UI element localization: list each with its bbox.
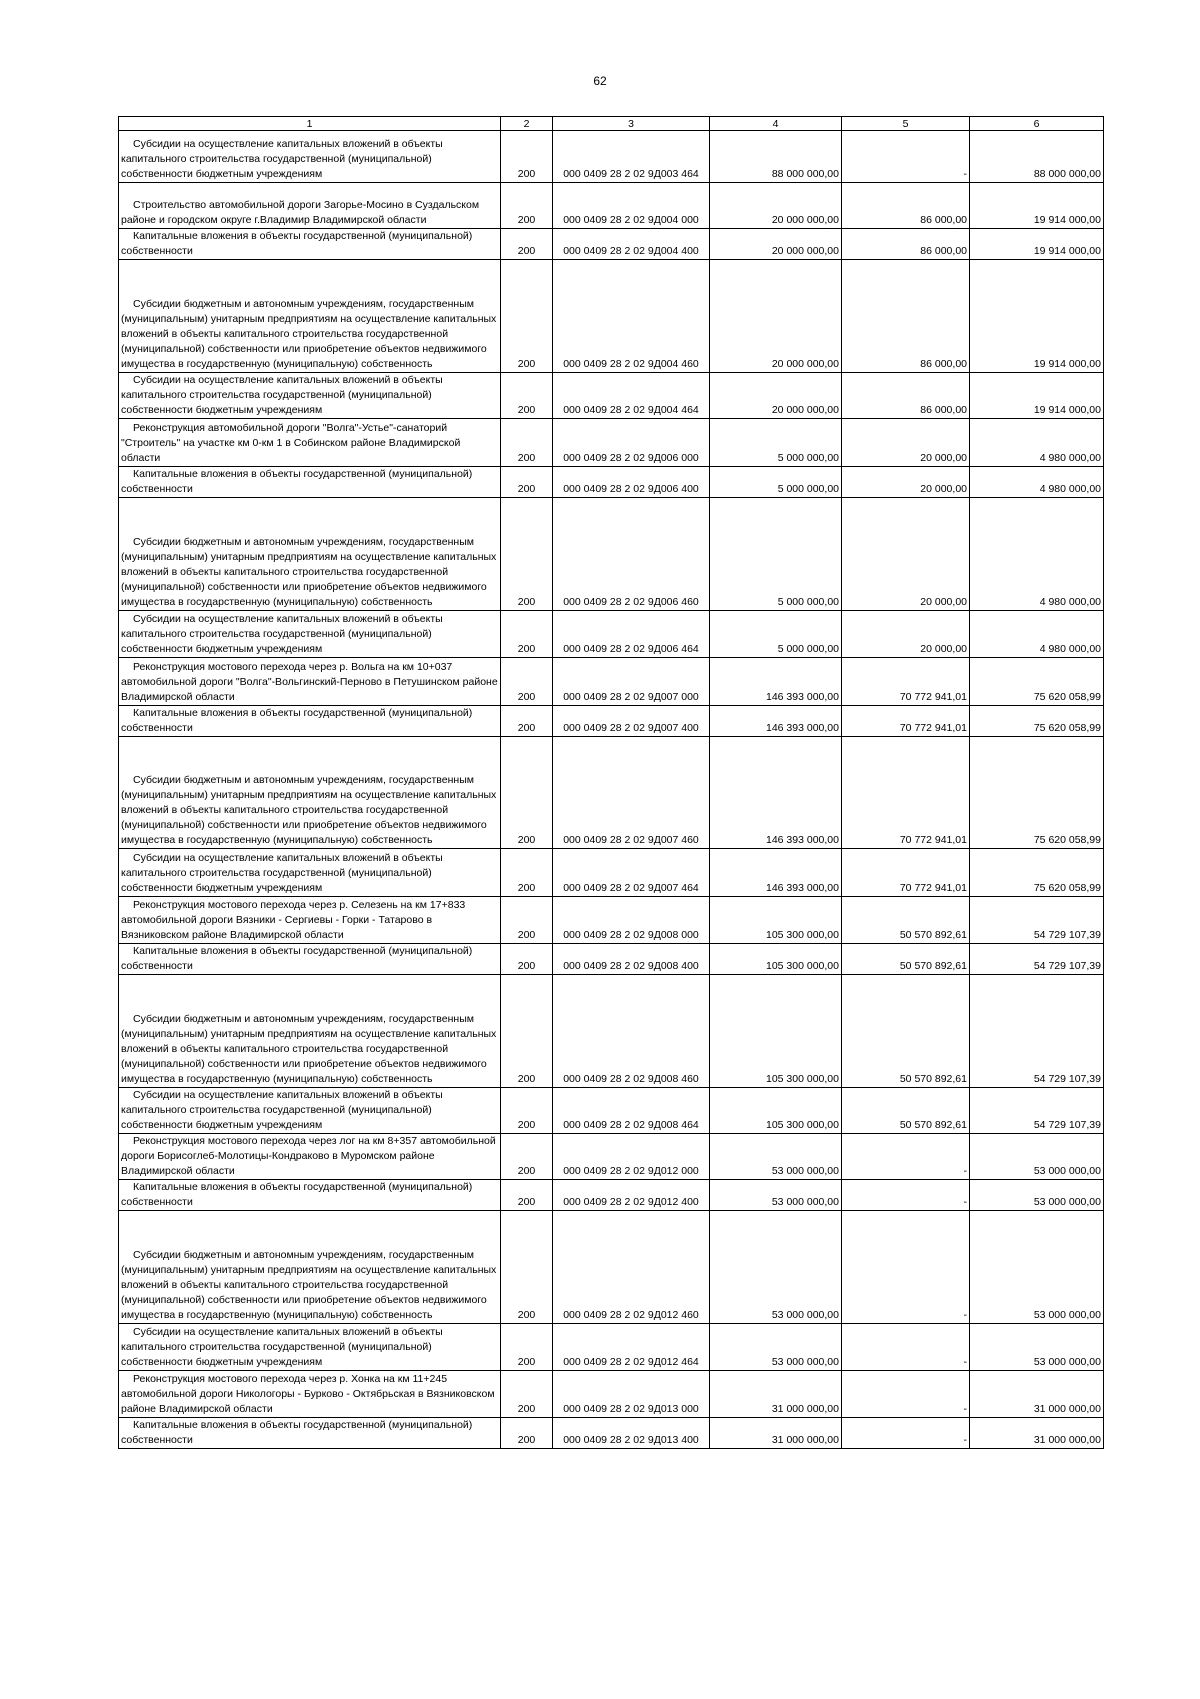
budget-code-cell: 000 0409 28 2 02 9Д013 400 bbox=[553, 1418, 710, 1449]
budget-code-cell: 000 0409 28 2 02 9Д008 460 bbox=[553, 975, 710, 1088]
section-code-cell: 200 bbox=[501, 1211, 553, 1324]
executed-amount-cell: 86 000,00 bbox=[842, 260, 970, 373]
section-code-cell: 200 bbox=[501, 1324, 553, 1371]
section-code-cell: 200 bbox=[501, 498, 553, 611]
description-text: Субсидии бюджетным и автономным учреждениям, государственным (муниципальным) унитарным предприятиям на осуществление капитальных вложений в объекты капитального строительства государственной (муниципальной) собственности или приобретение объектов недвижимого имущества в государственную (муниципальную) собственность bbox=[121, 774, 497, 846]
description-cell bbox=[119, 706, 501, 737]
budget-code-cell: 000 0409 28 2 02 9Д008 400 bbox=[553, 944, 710, 975]
section-code-cell: 200 bbox=[501, 260, 553, 373]
section-code-cell: 200 bbox=[501, 611, 553, 658]
executed-amount-cell: - bbox=[842, 1324, 970, 1371]
remaining-amount-cell: 4 980 000,00 bbox=[970, 498, 1104, 611]
description-text: Капитальные вложения в объекты государственной (муниципальной) собственности bbox=[121, 945, 473, 972]
budget-code-cell: 000 0409 28 2 02 9Д012 464 bbox=[553, 1324, 710, 1371]
remaining-amount-cell: 4 980 000,00 bbox=[970, 611, 1104, 658]
remaining-amount-cell: 31 000 000,00 bbox=[970, 1371, 1104, 1418]
remaining-amount-cell: 19 914 000,00 bbox=[970, 229, 1104, 260]
executed-amount-cell: 86 000,00 bbox=[842, 229, 970, 260]
table-row bbox=[119, 419, 1104, 467]
approved-amount-cell: 53 000 000,00 bbox=[710, 1211, 842, 1324]
budget-code-cell: 000 0409 28 2 02 9Д007 464 bbox=[553, 849, 710, 897]
section-code-cell: 200 bbox=[501, 849, 553, 897]
table-row bbox=[119, 467, 1104, 498]
description-text: Реконструкция мостового перехода через р. Вольга на км 10+037 автомобильной дороги "Волга"-Вольгинский-Перново в Петушинском районе Владимирской области bbox=[121, 661, 498, 703]
column-header-6: 6 bbox=[970, 117, 1104, 131]
header-row bbox=[119, 117, 1104, 131]
budget-code-cell: 000 0409 28 2 02 9Д008 000 bbox=[553, 897, 710, 944]
table-row bbox=[119, 1324, 1104, 1371]
description-text: Субсидии бюджетным и автономным учреждениям, государственным (муниципальным) унитарным предприятиям на осуществление капитальных вложений в объекты капитального строительства государственной (муниципальной) собственности или приобретение объектов недвижимого имущества в государственную (муниципальную) собственность bbox=[121, 1249, 497, 1321]
description-cell bbox=[119, 419, 501, 467]
description-cell bbox=[119, 467, 501, 498]
remaining-amount-cell: 53 000 000,00 bbox=[970, 1324, 1104, 1371]
executed-amount-cell: 20 000,00 bbox=[842, 467, 970, 498]
description-cell bbox=[119, 1418, 501, 1449]
remaining-amount-cell: 31 000 000,00 bbox=[970, 1418, 1104, 1449]
remaining-amount-cell: 75 620 058,99 bbox=[970, 737, 1104, 849]
executed-amount-cell: 50 570 892,61 bbox=[842, 975, 970, 1088]
column-header-3: 3 bbox=[553, 117, 710, 131]
description-text: Субсидии бюджетным и автономным учреждениям, государственным (муниципальным) унитарным предприятиям на осуществление капитальных вложений в объекты капитального строительства государственной (муниципальной) собственности или приобретение объектов недвижимого имущества в государственную (муниципальную) собственность bbox=[121, 1013, 497, 1085]
approved-amount-cell: 105 300 000,00 bbox=[710, 897, 842, 944]
budget-code-cell: 000 0409 28 2 02 9Д008 464 bbox=[553, 1088, 710, 1134]
remaining-amount-cell: 54 729 107,39 bbox=[970, 944, 1104, 975]
table-row bbox=[119, 737, 1104, 849]
section-code-cell: 200 bbox=[501, 975, 553, 1088]
description-cell bbox=[119, 1134, 501, 1180]
executed-amount-cell: 20 000,00 bbox=[842, 419, 970, 467]
approved-amount-cell: 20 000 000,00 bbox=[710, 229, 842, 260]
approved-amount-cell: 146 393 000,00 bbox=[710, 706, 842, 737]
remaining-amount-cell: 75 620 058,99 bbox=[970, 706, 1104, 737]
table-row bbox=[119, 260, 1104, 373]
executed-amount-cell: 70 772 941,01 bbox=[842, 737, 970, 849]
approved-amount-cell: 53 000 000,00 bbox=[710, 1180, 842, 1211]
section-code-cell: 200 bbox=[501, 1418, 553, 1449]
budget-code-cell: 000 0409 28 2 02 9Д006 464 bbox=[553, 611, 710, 658]
budget-code-cell: 000 0409 28 2 02 9Д004 400 bbox=[553, 229, 710, 260]
budget-code-cell: 000 0409 28 2 02 9Д006 400 bbox=[553, 467, 710, 498]
section-code-cell: 200 bbox=[501, 419, 553, 467]
description-text: Реконструкция автомобильной дороги "Волга"-Устье"-санаторий "Строитель" на участке км 0-км 1 в Собинском районе Владимирской области bbox=[121, 422, 461, 464]
remaining-amount-cell: 54 729 107,39 bbox=[970, 897, 1104, 944]
executed-amount-cell: 50 570 892,61 bbox=[842, 897, 970, 944]
section-code-cell: 200 bbox=[501, 706, 553, 737]
budget-code-cell: 000 0409 28 2 02 9Д003 464 bbox=[553, 131, 710, 183]
approved-amount-cell: 105 300 000,00 bbox=[710, 1088, 842, 1134]
description-text: Субсидии на осуществление капитальных вложений в объекты капитального строительства государственной (муниципальной) собственности бюджетным учреждениям bbox=[121, 1089, 443, 1131]
section-code-cell: 200 bbox=[501, 229, 553, 260]
section-code-cell: 200 bbox=[501, 897, 553, 944]
description-text: Капитальные вложения в объекты государственной (муниципальной) собственности bbox=[121, 1419, 473, 1446]
executed-amount-cell: - bbox=[842, 1371, 970, 1418]
table-row bbox=[119, 1371, 1104, 1418]
description-text: Субсидии на осуществление капитальных вложений в объекты капитального строительства государственной (муниципальной) собственности бюджетным учреждениям bbox=[121, 1326, 443, 1368]
column-header-1: 1 bbox=[119, 117, 501, 131]
budget-code-cell: 000 0409 28 2 02 9Д012 460 bbox=[553, 1211, 710, 1324]
description-cell bbox=[119, 183, 501, 229]
executed-amount-cell: - bbox=[842, 1180, 970, 1211]
remaining-amount-cell: 4 980 000,00 bbox=[970, 419, 1104, 467]
description-text: Строительство автомобильной дороги Загорье-Мосино в Суздальском районе и городском округе г.Владимир Владимирской области bbox=[121, 199, 480, 226]
table-row bbox=[119, 1418, 1104, 1449]
approved-amount-cell: 31 000 000,00 bbox=[710, 1418, 842, 1449]
table-row bbox=[119, 706, 1104, 737]
approved-amount-cell: 53 000 000,00 bbox=[710, 1134, 842, 1180]
table-body bbox=[119, 131, 1104, 1449]
description-text: Реконструкция мостового перехода через р. Селезень на км 17+833 автомобильной дороги Вязники - Сергиевы - Горки - Татарово в Вязниковском районе Владимирской области bbox=[121, 899, 466, 941]
remaining-amount-cell: 4 980 000,00 bbox=[970, 467, 1104, 498]
remaining-amount-cell: 19 914 000,00 bbox=[970, 183, 1104, 229]
executed-amount-cell: - bbox=[842, 1134, 970, 1180]
section-code-cell: 200 bbox=[501, 944, 553, 975]
description-cell bbox=[119, 498, 501, 611]
executed-amount-cell: 86 000,00 bbox=[842, 183, 970, 229]
executed-amount-cell: 70 772 941,01 bbox=[842, 849, 970, 897]
description-text: Субсидии на осуществление капитальных вложений в объекты капитального строительства государственной (муниципальной) собственности бюджетным учреждениям bbox=[121, 374, 443, 416]
remaining-amount-cell: 53 000 000,00 bbox=[970, 1134, 1104, 1180]
approved-amount-cell: 53 000 000,00 bbox=[710, 1324, 842, 1371]
description-cell bbox=[119, 897, 501, 944]
table-row bbox=[119, 498, 1104, 611]
description-cell bbox=[119, 1211, 501, 1324]
description-text: Капитальные вложения в объекты государственной (муниципальной) собственности bbox=[121, 230, 473, 257]
description-text: Реконструкция мостового перехода через лог на км 8+357 автомобильной дороги Борисоглеб-Молотицы-Кондраково в Муромском районе Владимирской области bbox=[121, 1135, 496, 1177]
table-row bbox=[119, 975, 1104, 1088]
table-row bbox=[119, 1180, 1104, 1211]
section-code-cell: 200 bbox=[501, 1088, 553, 1134]
budget-code-cell: 000 0409 28 2 02 9Д012 400 bbox=[553, 1180, 710, 1211]
executed-amount-cell: 50 570 892,61 bbox=[842, 944, 970, 975]
description-cell bbox=[119, 849, 501, 897]
budget-code-cell: 000 0409 28 2 02 9Д012 000 bbox=[553, 1134, 710, 1180]
table-row bbox=[119, 658, 1104, 706]
approved-amount-cell: 20 000 000,00 bbox=[710, 373, 842, 419]
column-header-4: 4 bbox=[710, 117, 842, 131]
description-cell bbox=[119, 611, 501, 658]
approved-amount-cell: 5 000 000,00 bbox=[710, 419, 842, 467]
description-cell bbox=[119, 260, 501, 373]
budget-code-cell: 000 0409 28 2 02 9Д004 460 bbox=[553, 260, 710, 373]
table-row bbox=[119, 1211, 1104, 1324]
table-row bbox=[119, 944, 1104, 975]
remaining-amount-cell: 19 914 000,00 bbox=[970, 373, 1104, 419]
approved-amount-cell: 146 393 000,00 bbox=[710, 658, 842, 706]
section-code-cell: 200 bbox=[501, 658, 553, 706]
approved-amount-cell: 146 393 000,00 bbox=[710, 737, 842, 849]
executed-amount-cell: 50 570 892,61 bbox=[842, 1088, 970, 1134]
executed-amount-cell: - bbox=[842, 131, 970, 183]
table-row bbox=[119, 183, 1104, 229]
table-row bbox=[119, 1134, 1104, 1180]
budget-code-cell: 000 0409 28 2 02 9Д006 000 bbox=[553, 419, 710, 467]
section-code-cell: 200 bbox=[501, 131, 553, 183]
budget-code-cell: 000 0409 28 2 02 9Д006 460 bbox=[553, 498, 710, 611]
remaining-amount-cell: 54 729 107,39 bbox=[970, 975, 1104, 1088]
column-header-2: 2 bbox=[501, 117, 553, 131]
approved-amount-cell: 88 000 000,00 bbox=[710, 131, 842, 183]
table-row bbox=[119, 373, 1104, 419]
description-cell bbox=[119, 1180, 501, 1211]
budget-code-cell: 000 0409 28 2 02 9Д007 400 bbox=[553, 706, 710, 737]
approved-amount-cell: 105 300 000,00 bbox=[710, 975, 842, 1088]
executed-amount-cell: 20 000,00 bbox=[842, 611, 970, 658]
description-cell bbox=[119, 1088, 501, 1134]
budget-code-cell: 000 0409 28 2 02 9Д004 000 bbox=[553, 183, 710, 229]
budget-code-cell: 000 0409 28 2 02 9Д007 000 bbox=[553, 658, 710, 706]
remaining-amount-cell: 53 000 000,00 bbox=[970, 1211, 1104, 1324]
section-code-cell: 200 bbox=[501, 1371, 553, 1418]
executed-amount-cell: 70 772 941,01 bbox=[842, 658, 970, 706]
table-row bbox=[119, 849, 1104, 897]
remaining-amount-cell: 75 620 058,99 bbox=[970, 849, 1104, 897]
executed-amount-cell: 70 772 941,01 bbox=[842, 706, 970, 737]
executed-amount-cell: 20 000,00 bbox=[842, 498, 970, 611]
budget-table bbox=[118, 116, 1104, 1449]
approved-amount-cell: 5 000 000,00 bbox=[710, 498, 842, 611]
approved-amount-cell: 146 393 000,00 bbox=[710, 849, 842, 897]
section-code-cell: 200 bbox=[501, 1180, 553, 1211]
description-cell bbox=[119, 229, 501, 260]
section-code-cell: 200 bbox=[501, 373, 553, 419]
remaining-amount-cell: 75 620 058,99 bbox=[970, 658, 1104, 706]
description-cell bbox=[119, 737, 501, 849]
remaining-amount-cell: 19 914 000,00 bbox=[970, 260, 1104, 373]
description-text: Субсидии на осуществление капитальных вложений в объекты капитального строительства государственной (муниципальной) собственности бюджетным учреждениям bbox=[121, 138, 443, 180]
approved-amount-cell: 105 300 000,00 bbox=[710, 944, 842, 975]
executed-amount-cell: 86 000,00 bbox=[842, 373, 970, 419]
description-cell bbox=[119, 944, 501, 975]
column-header-5: 5 bbox=[842, 117, 970, 131]
description-cell bbox=[119, 373, 501, 419]
description-text: Субсидии на осуществление капитальных вложений в объекты капитального строительства государственной (муниципальной) собственности бюджетным учреждениям bbox=[121, 613, 443, 655]
table-row bbox=[119, 611, 1104, 658]
remaining-amount-cell: 54 729 107,39 bbox=[970, 1088, 1104, 1134]
approved-amount-cell: 5 000 000,00 bbox=[710, 467, 842, 498]
remaining-amount-cell: 88 000 000,00 bbox=[970, 131, 1104, 183]
executed-amount-cell: - bbox=[842, 1418, 970, 1449]
description-cell bbox=[119, 1371, 501, 1418]
remaining-amount-cell: 53 000 000,00 bbox=[970, 1180, 1104, 1211]
table-row bbox=[119, 131, 1104, 183]
description-text: Капитальные вложения в объекты государственной (муниципальной) собственности bbox=[121, 1181, 473, 1208]
table-row bbox=[119, 897, 1104, 944]
description-text: Капитальные вложения в объекты государственной (муниципальной) собственности bbox=[121, 707, 473, 734]
approved-amount-cell: 31 000 000,00 bbox=[710, 1371, 842, 1418]
section-code-cell: 200 bbox=[501, 467, 553, 498]
table-row bbox=[119, 1088, 1104, 1134]
executed-amount-cell: - bbox=[842, 1211, 970, 1324]
budget-code-cell: 000 0409 28 2 02 9Д013 000 bbox=[553, 1371, 710, 1418]
approved-amount-cell: 5 000 000,00 bbox=[710, 611, 842, 658]
description-text: Капитальные вложения в объекты государственной (муниципальной) собственности bbox=[121, 468, 473, 495]
section-code-cell: 200 bbox=[501, 183, 553, 229]
budget-code-cell: 000 0409 28 2 02 9Д007 460 bbox=[553, 737, 710, 849]
approved-amount-cell: 20 000 000,00 bbox=[710, 260, 842, 373]
section-code-cell: 200 bbox=[501, 737, 553, 849]
table-row bbox=[119, 229, 1104, 260]
approved-amount-cell: 20 000 000,00 bbox=[710, 183, 842, 229]
description-cell bbox=[119, 658, 501, 706]
description-text: Субсидии бюджетным и автономным учреждениям, государственным (муниципальным) унитарным предприятиям на осуществление капитальных вложений в объекты капитального строительства государственной (муниципальной) собственности или приобретение объектов недвижимого имущества в государственную (муниципальную) собственность bbox=[121, 298, 497, 370]
description-text: Субсидии бюджетным и автономным учреждениям, государственным (муниципальным) унитарным предприятиям на осуществление капитальных вложений в объекты капитального строительства государственной (муниципальной) собственности или приобретение объектов недвижимого имущества в государственную (муниципальную) собственность bbox=[121, 536, 497, 608]
description-cell bbox=[119, 1324, 501, 1371]
description-text: Реконструкция мостового перехода через р. Хонка на км 11+245 автомобильной дороги Никологоры - Бурково - Октябрьская в Вязниковском районе Владимирской области bbox=[121, 1373, 495, 1415]
description-cell bbox=[119, 131, 501, 183]
section-code-cell: 200 bbox=[501, 1134, 553, 1180]
description-text: Субсидии на осуществление капитальных вложений в объекты капитального строительства государственной (муниципальной) собственности бюджетным учреждениям bbox=[121, 852, 443, 894]
budget-code-cell: 000 0409 28 2 02 9Д004 464 bbox=[553, 373, 710, 419]
page-number: 62 bbox=[593, 74, 607, 88]
description-cell bbox=[119, 975, 501, 1088]
